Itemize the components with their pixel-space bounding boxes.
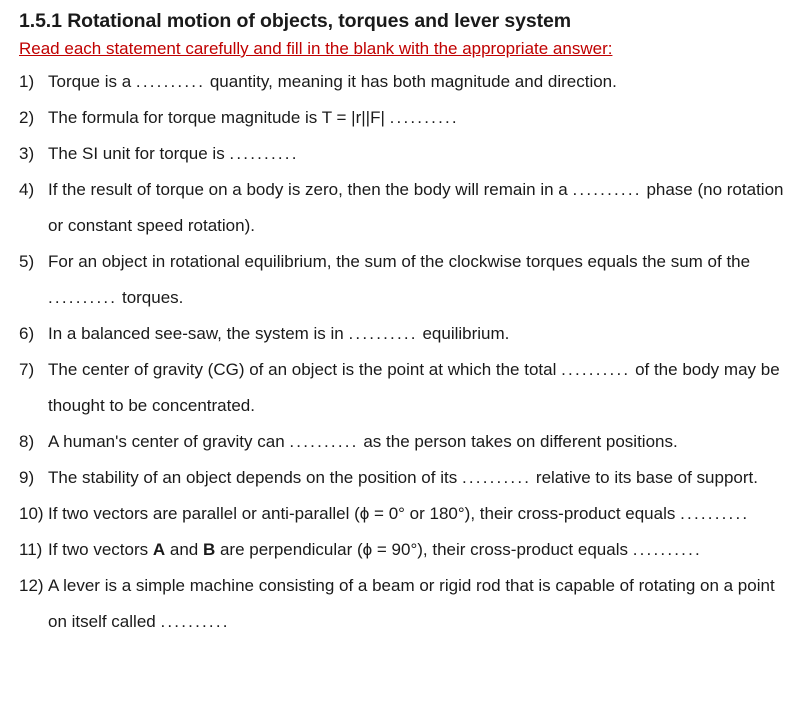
question-text: The formula for torque magnitude is T = |r||F| .......... xyxy=(48,108,459,127)
question-number: 6) xyxy=(19,324,35,343)
answer-blank[interactable]: .......... xyxy=(572,180,642,199)
question-10 xyxy=(19,496,804,532)
answer-blank[interactable]: .......... xyxy=(48,288,118,307)
question-number: 7) xyxy=(19,360,35,379)
question-number: 1) xyxy=(19,72,35,91)
question-number: 5) xyxy=(19,252,35,271)
question-text: The center of gravity (CG) of an object is the point at which the total .......... of the body may be thought to be concentrated. xyxy=(48,360,780,415)
question-text: The stability of an object depends on the position of its .......... relative to its base of support. xyxy=(48,468,758,487)
answer-blank[interactable]: .......... xyxy=(632,540,702,559)
question-number: 10) xyxy=(19,504,44,523)
question-3 xyxy=(19,136,804,172)
instruction-text: Read each statement carefully and fill in the blank with the appropriate answer: xyxy=(19,39,613,58)
question-1 xyxy=(19,64,804,100)
question-5 xyxy=(19,244,804,316)
question-6 xyxy=(19,316,804,352)
answer-blank[interactable]: .......... xyxy=(680,504,750,523)
answer-blank[interactable]: .......... xyxy=(289,432,359,451)
answer-blank[interactable]: .......... xyxy=(461,468,532,487)
question-text: For an object in rotational equilibrium, the sum of the clockwise torques equals the sum of the .......... torques. xyxy=(48,252,751,307)
question-text: A lever is a simple machine consisting of a beam or rigid rod that is capable of rotating on a point on itself called .......... xyxy=(48,576,775,631)
question-text: If the result of torque on a body is zero, then the body will remain in a .......... phase (no rotation or constant speed rotation). xyxy=(48,180,784,235)
question-text: The SI unit for torque is .......... xyxy=(48,144,299,163)
question-number: 3) xyxy=(19,144,35,163)
question-text: In a balanced see-saw, the system is in .......... equilibrium. xyxy=(48,324,510,343)
question-number: 4) xyxy=(19,180,35,199)
question-number: 2) xyxy=(19,108,35,127)
answer-blank[interactable]: .......... xyxy=(389,108,459,127)
vector-a-label: A xyxy=(152,540,166,559)
vector-b-label: B xyxy=(202,540,216,559)
question-text: If two vectors are parallel or anti-parallel (ϕ = 0° or 180°), their cross-product equals .......... xyxy=(48,504,750,523)
answer-blank[interactable]: .......... xyxy=(135,72,206,91)
question-4 xyxy=(19,172,804,244)
question-12 xyxy=(19,568,804,640)
question-11 xyxy=(19,532,804,568)
answer-blank[interactable]: .......... xyxy=(229,144,299,163)
section-title: 1.5.1 Rotational motion of objects, torques and lever system xyxy=(19,10,572,32)
answer-blank[interactable]: .......... xyxy=(561,360,631,379)
answer-blank[interactable]: .......... xyxy=(348,324,418,343)
question-number: 8) xyxy=(19,432,35,451)
question-2 xyxy=(19,100,804,136)
question-9 xyxy=(19,460,804,496)
question-number: 12) xyxy=(19,576,44,595)
question-text: Torque is a .......... quantity, meaning it has both magnitude and direction. xyxy=(48,72,617,91)
question-list xyxy=(19,64,804,640)
question-number: 9) xyxy=(19,468,35,487)
question-text: A human's center of gravity can .......... as the person takes on different positions. xyxy=(48,432,678,451)
question-number: 11) xyxy=(19,540,43,559)
question-7 xyxy=(19,352,804,424)
question-text: If two vectors A and B are perpendicular (ϕ = 90°), their cross-product equals .......... xyxy=(48,540,702,559)
answer-blank[interactable]: .......... xyxy=(160,612,230,631)
question-8 xyxy=(19,424,804,460)
